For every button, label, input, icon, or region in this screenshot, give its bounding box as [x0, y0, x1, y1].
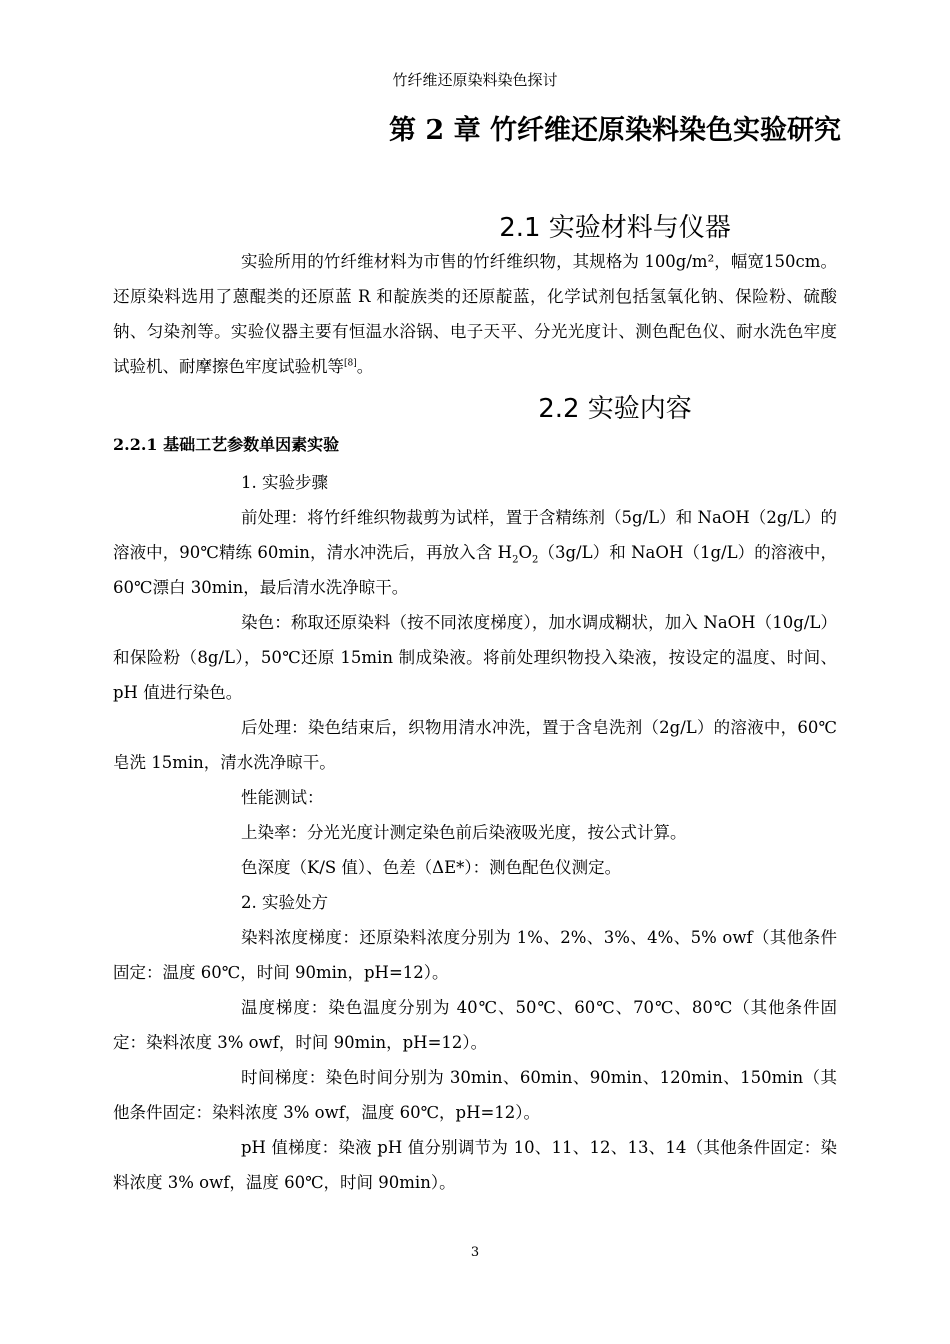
materials-text-end: 。	[356, 357, 374, 376]
posttreatment-paragraph: 后处理：染色结束后，织物用清水冲洗，置于含皂洗剂（2g/L）的溶液中，60℃皂洗 15min，清水洗净晾干。	[113, 718, 837, 772]
subscript-2b: 2	[531, 554, 539, 566]
chapter-title: 第 2 章 竹纤维还原染料染色实验研究	[389, 115, 841, 146]
subsection-heading-2-2-1: 2.2.1 基础工艺参数单因素实验	[113, 435, 340, 454]
uptake-line: 上染率：分光光度计测定染色前后染液吸光度，按公式计算。	[241, 823, 687, 842]
color-depth-line: 色深度（K/S 值）、色差（ΔE*）：测色配色仪测定。	[241, 858, 622, 877]
running-header: 竹纤维还原染料染色探讨	[392, 71, 558, 89]
pretreatment-text-b: （3g/L）和 NaOH（1g/L）的溶液中，60℃漂白 30min，最后清水洗净晾干。	[113, 543, 837, 597]
oxygen-symbol: O	[518, 543, 532, 562]
page-number: 3	[470, 1245, 480, 1260]
step-1-label: 1. 实验步骤	[241, 473, 328, 492]
ph-gradient-paragraph: pH 值梯度：染液 pH 值分别调节为 10、11、12、13、14（其他条件固定：染料浓度 3% owf，温度 60℃，时间 90min）。	[113, 1138, 837, 1192]
time-gradient-paragraph: 时间梯度：染色时间分别为 30min、60min、90min、120min、150min（其他条件固定：染料浓度 3% owf，温度 60℃，pH=12）。	[113, 1068, 837, 1122]
performance-test-label: 性能测试：	[241, 788, 324, 807]
dyeing-paragraph: 染色：称取还原染料（按不同浓度梯度），加水调成糊状，加入 NaOH（10g/L）和保险粉（8g/L），50℃还原 15min 制成染液。将前处理织物投入染液，按设定的温度、时间、pH 值进行染色。	[113, 613, 837, 702]
subscript-2a: 2	[512, 554, 519, 566]
pretreatment-paragraph	[113, 500, 837, 605]
materials-paragraph	[113, 244, 837, 384]
concentration-gradient-paragraph: 染料浓度梯度：还原染料浓度分别为 1%、2%、3%、4%、5% owf（其他条件固定：温度 60℃，时间 90min，pH=12）。	[113, 928, 837, 982]
citation-ref: [8]	[344, 358, 357, 369]
materials-text: 实验所用的竹纤维材料为市售的竹纤维织物，其规格为 100g/m²，幅宽150cm。还原染料选用了蒽醌类的还原蓝 R 和靛族类的还原靛蓝，化学试剂包括氢氧化钠、保险粉、硫酸钠、匀染剂等。实验仪器主要有恒温水浴锅、电子天平、分光光度计、测色配色仪、耐水洗色牢度试验机、耐摩擦色牢度试验机等	[113, 252, 837, 376]
section-heading-2-1: 2.1 实验材料与仪器	[499, 213, 731, 243]
step-2-label: 2. 实验处方	[241, 893, 328, 912]
temperature-gradient-paragraph: 温度梯度：染色温度分别为 40℃、50℃、60℃、70℃、80℃（其他条件固定：染料浓度 3% owf，时间 90min，pH=12）。	[113, 998, 837, 1052]
pretreatment-text-a: 前处理：将竹纤维织物裁剪为试样，置于含精练剂（5g/L）和 NaOH（2g/L）的溶液中，90℃精练 60min，清水冲洗后，再放入含 H	[113, 508, 837, 562]
section-heading-2-2: 2.2 实验内容	[538, 394, 692, 424]
